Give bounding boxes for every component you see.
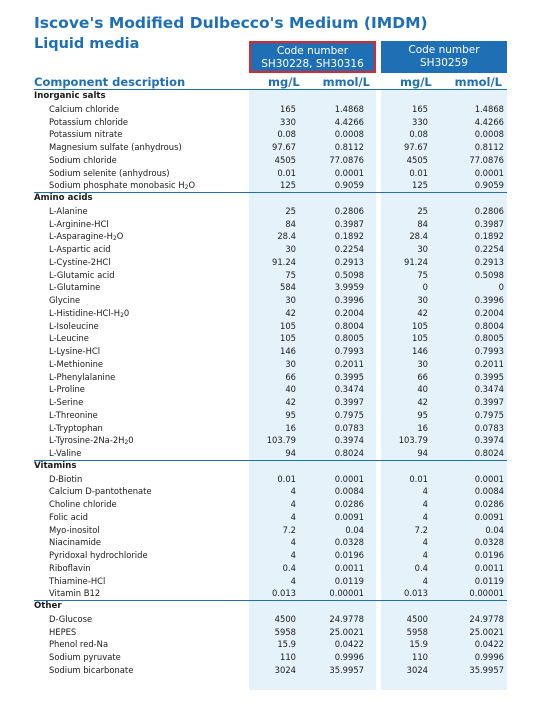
value-mgl: 0.01	[409, 473, 428, 484]
component-name: L-Proline	[49, 384, 85, 395]
component-name: L-Aspartic acid	[49, 244, 111, 254]
value-mmol: 0.04	[345, 524, 364, 535]
value-mmol: 0.3997	[334, 397, 364, 407]
value-mgl: 25	[285, 205, 296, 216]
section-header	[0, 600, 550, 613]
column-header-mgl: mg/L	[268, 75, 300, 89]
value-mgl: 4	[290, 499, 296, 509]
value-mgl: 125	[412, 180, 428, 191]
table-row	[0, 320, 550, 333]
value-mmol: 25.0021	[329, 626, 364, 637]
value-mgl: 40	[285, 384, 296, 395]
value-mmol: 24.9778	[469, 613, 504, 624]
component-name: Vitamin B12	[49, 588, 101, 599]
value-mmol: 25.0021	[469, 626, 504, 637]
code-header-value: SH30259	[420, 57, 468, 69]
value-mgl: 105	[280, 333, 296, 344]
value-mgl: 4	[290, 486, 296, 497]
value-mgl: 75	[285, 269, 296, 280]
component-name: Folic acid	[49, 511, 88, 522]
value-mgl: 95	[417, 409, 428, 420]
value-mmol: 1.4868	[474, 103, 504, 114]
code-header-value: SH30228, SH30316	[261, 58, 364, 70]
value-mmol: 0.0328	[474, 537, 504, 548]
table-row	[0, 307, 550, 320]
value-mgl: 4	[290, 550, 296, 560]
value-mgl: 16	[285, 422, 296, 433]
value-mgl: 5958	[274, 626, 296, 637]
value-mgl: 42	[285, 307, 296, 318]
value-mmol: 0.3474	[334, 384, 364, 395]
table-row	[0, 651, 550, 664]
value-mgl: 66	[285, 371, 296, 382]
component-name: D-Biotin	[49, 473, 83, 484]
component-name: $L-Asparagine-H_2O$	[49, 231, 124, 243]
value-mgl: 146	[280, 346, 296, 356]
component-name: L-Methionine	[49, 358, 104, 369]
value-mgl: 30	[417, 295, 428, 305]
value-mgl: 4	[422, 575, 428, 586]
table-row	[0, 269, 550, 282]
value-mgl: 7.2	[414, 524, 428, 535]
value-mgl: 330	[412, 116, 428, 127]
component-name: Potassium nitrate	[49, 129, 123, 140]
value-mmol: 0.2011	[334, 358, 364, 369]
value-mmol: 0.0196	[474, 550, 504, 560]
value-mmol: 0.0008	[334, 129, 364, 140]
value-mgl: 30	[285, 244, 296, 254]
component-name: L-Lysine-HCl	[49, 346, 101, 356]
value-mmol: 77.0876	[329, 154, 364, 165]
value-mmol: 0.1892	[334, 231, 364, 242]
value-mmol: 0.0422	[474, 639, 504, 650]
value-mgl: 105	[280, 320, 296, 331]
value-mmol: 0.3987	[334, 218, 364, 229]
table-row	[0, 638, 550, 651]
value-mmol: 0.2913	[334, 256, 364, 267]
value-mmol: 0.0001	[474, 167, 504, 178]
value-mgl: 94	[417, 448, 428, 458]
value-mgl: 0.08	[409, 129, 428, 140]
value-mmol: 0	[498, 282, 504, 293]
section-title: Amino acids	[34, 193, 93, 203]
section-title: Vitamins	[34, 460, 77, 471]
value-mgl: 4	[422, 499, 428, 509]
value-mmol: 0.7975	[474, 409, 504, 420]
value-mgl: 4	[422, 550, 428, 560]
value-mmol: 0.0422	[334, 639, 364, 650]
value-mgl: 15.9	[409, 639, 428, 650]
table-row	[0, 205, 550, 218]
table-row	[0, 524, 550, 537]
value-mgl: 4505	[406, 154, 428, 165]
column-header-mmol: mmol/L	[322, 75, 370, 89]
table-row	[0, 422, 550, 435]
component-name: Sodium selenite (anhydrous)	[49, 167, 170, 178]
value-mmol: 0.0001	[334, 167, 364, 178]
table-row	[0, 332, 550, 345]
component-name: L-Arginine-HCl	[49, 218, 109, 229]
value-mgl: 7.2	[282, 524, 296, 535]
table-row	[0, 409, 550, 422]
section-header	[0, 90, 550, 103]
table-row	[0, 664, 550, 677]
value-mgl: 42	[417, 397, 428, 407]
table-row	[0, 256, 550, 269]
value-mgl: 97.67	[404, 142, 428, 152]
value-mgl: 165	[280, 103, 296, 114]
table-row	[0, 498, 550, 511]
value-mmol: 0.2254	[474, 244, 504, 254]
value-mmol: 0.8024	[334, 448, 364, 458]
table-row	[0, 281, 550, 294]
component-name: $L-Histidine-HCl-H_20$	[49, 307, 130, 319]
value-mmol: 4.4266	[334, 116, 364, 127]
value-mmol: 0.0328	[334, 537, 364, 548]
value-mgl: 0.01	[409, 167, 428, 178]
value-mmol: 0.0286	[474, 499, 504, 509]
code-header	[381, 41, 507, 73]
component-name: Phenol red-Na	[49, 639, 109, 650]
component-name: L-Serine	[49, 397, 84, 407]
value-mgl: 30	[285, 358, 296, 369]
component-name: L-Valine	[49, 448, 82, 458]
value-mgl: 330	[280, 116, 296, 127]
code-header-label: Code number	[276, 45, 349, 57]
value-mmol: 0.5098	[474, 269, 504, 280]
value-mgl: 0.013	[272, 588, 296, 599]
value-mmol: 0.0001	[334, 473, 364, 484]
component-name: Potassium chloride	[49, 116, 129, 127]
table-row	[0, 396, 550, 409]
value-mmol: 0.9996	[334, 652, 364, 662]
value-mgl: 0.01	[277, 473, 296, 484]
value-mmol: 0.8004	[474, 320, 504, 331]
code-header-label: Code number	[408, 44, 480, 56]
value-mmol: 35.9957	[329, 664, 364, 675]
value-mmol: 0.2806	[334, 205, 364, 216]
component-name: Pyridoxal hydrochloride	[49, 550, 148, 560]
value-mgl: 42	[417, 307, 428, 318]
table-row	[0, 230, 550, 243]
value-mgl: 16	[417, 422, 428, 433]
value-mgl: 0.013	[404, 588, 428, 599]
value-mmol: 0.04	[485, 524, 504, 535]
column-header-mmol: mmol/L	[454, 75, 502, 89]
section-title: Inorganic salts	[34, 91, 106, 101]
component-name: Calcium D-pantothenate	[49, 486, 152, 497]
value-mmol: 0.3987	[474, 218, 504, 229]
component-name: $L-Tyrosine-2Na-2H_20$	[49, 435, 134, 447]
value-mmol: 0.0119	[474, 575, 504, 586]
value-mgl: 42	[285, 397, 296, 407]
value-mgl: 105	[412, 333, 428, 344]
value-mgl: 97.67	[272, 142, 296, 152]
table-row	[0, 243, 550, 256]
value-mgl: 165	[412, 103, 428, 114]
value-mmol: 0.0011	[474, 562, 504, 573]
value-mmol: 0.9996	[474, 652, 504, 662]
table-row	[0, 179, 550, 192]
section-divider	[34, 460, 507, 461]
value-mgl: 0.01	[277, 167, 296, 178]
value-mmol: 0.3996	[474, 295, 504, 305]
value-mmol: 0.3995	[474, 371, 504, 382]
component-name: Magnesium sulfate (anhydrous)	[49, 142, 182, 152]
value-mgl: 3024	[406, 664, 428, 675]
component-name: L-Alanine	[49, 205, 88, 216]
table-row	[0, 473, 550, 486]
value-mmol: 0.0001	[474, 473, 504, 484]
table-row	[0, 434, 550, 447]
value-mgl: 4500	[274, 613, 296, 624]
table-row	[0, 154, 550, 167]
component-name: L-Isoleucine	[49, 320, 99, 331]
value-mgl: 125	[280, 180, 296, 191]
table-row	[0, 116, 550, 129]
value-mmol: 0.2254	[334, 244, 364, 254]
component-name: L-Glutamine	[49, 282, 101, 293]
value-mgl: 95	[285, 409, 296, 420]
component-name: L-Tryptophan	[49, 422, 103, 433]
value-mgl: 0	[422, 282, 428, 293]
value-mmol: 0.7975	[334, 409, 364, 420]
value-mmol: 0.0011	[334, 562, 364, 573]
value-mgl: 84	[417, 218, 428, 229]
value-mgl: 0.08	[277, 129, 296, 140]
value-mgl: 103.79	[398, 435, 428, 446]
table-row	[0, 345, 550, 358]
value-mgl: 84	[285, 218, 296, 229]
value-mmol: 0.0084	[334, 486, 364, 497]
value-mgl: 146	[412, 346, 428, 356]
value-mmol: 0.9059	[334, 180, 364, 191]
value-mmol: 0.0091	[474, 511, 504, 522]
table-row	[0, 371, 550, 384]
component-name: L-Leucine	[49, 333, 89, 344]
value-mmol: 0.2004	[334, 307, 364, 318]
value-mgl: 584	[280, 282, 296, 293]
value-mgl: 25	[417, 205, 428, 216]
component-name: L-Cystine-2HCl	[49, 256, 111, 267]
value-mgl: 4	[422, 511, 428, 522]
value-mgl: 94	[285, 448, 296, 458]
value-mgl: 30	[417, 358, 428, 369]
value-mmol: 0.2806	[474, 205, 504, 216]
section-divider	[34, 192, 507, 193]
value-mgl: 110	[280, 652, 296, 662]
component-name: Sodium bicarbonate	[49, 664, 134, 675]
value-mmol: 0.00001	[469, 588, 504, 599]
table-row	[0, 626, 550, 639]
value-mgl: 75	[417, 269, 428, 280]
component-name: Choline chloride	[49, 499, 117, 509]
value-mmol: 0.0084	[474, 486, 504, 497]
value-mmol: 35.9957	[469, 664, 504, 675]
value-mmol: 0.2004	[474, 307, 504, 318]
value-mmol: 77.0876	[469, 154, 504, 165]
value-mmol: 0.3974	[474, 435, 504, 446]
value-mgl: 3024	[274, 664, 296, 675]
value-mgl: 4	[290, 537, 296, 548]
table-row	[0, 447, 550, 460]
component-name: Calcium chloride	[49, 103, 119, 114]
table-row	[0, 549, 550, 562]
value-mgl: 28.4	[277, 231, 296, 242]
value-mgl: 4	[290, 511, 296, 522]
value-mmol: 0.1892	[474, 231, 504, 242]
value-mgl: 5958	[406, 626, 428, 637]
component-name: L-Glutamic acid	[49, 269, 115, 280]
code-header-highlighted	[249, 41, 376, 73]
component-name: D-Glucose	[49, 613, 93, 624]
component-name: Sodium phosphate monobasic $H_2O$	[49, 180, 196, 192]
value-mgl: 28.4	[409, 231, 428, 242]
table-row	[0, 383, 550, 396]
page-subtitle: Liquid media	[34, 36, 140, 52]
value-mmol: 0.0196	[334, 550, 364, 560]
value-mmol: 0.3996	[334, 295, 364, 305]
value-mgl: 103.79	[266, 435, 296, 446]
table-row	[0, 294, 550, 307]
section-header	[0, 460, 550, 473]
composition-table	[0, 90, 550, 677]
section-divider	[34, 600, 507, 601]
component-name: Thiamine-HCl	[49, 575, 106, 586]
table-row	[0, 575, 550, 588]
table-row	[0, 218, 550, 231]
table-row	[0, 562, 550, 575]
value-mmol: 0.0119	[334, 575, 364, 586]
table-row	[0, 587, 550, 600]
value-mmol: 0.8004	[334, 320, 364, 331]
section-title: Other	[34, 601, 62, 611]
value-mmol: 0.7993	[474, 346, 504, 356]
value-mmol: 4.4266	[474, 116, 504, 127]
value-mmol: 0.0783	[474, 422, 504, 433]
value-mmol: 0.2913	[474, 256, 504, 267]
value-mgl: 40	[417, 384, 428, 395]
value-mmol: 0.3997	[474, 397, 504, 407]
section-header	[0, 192, 550, 205]
value-mgl: 66	[417, 371, 428, 382]
value-mgl: 0.4	[282, 562, 296, 573]
value-mmol: 0.7993	[334, 346, 364, 356]
value-mmol: 3.9959	[334, 282, 364, 293]
value-mmol: 0.9059	[474, 180, 504, 191]
value-mmol: 0.3474	[474, 384, 504, 395]
value-mgl: 91.24	[272, 256, 296, 267]
component-name: L-Phenylalanine	[49, 371, 116, 382]
value-mmol: 0.00001	[329, 588, 364, 599]
table-row	[0, 536, 550, 549]
value-mgl: 105	[412, 320, 428, 331]
table-row	[0, 167, 550, 180]
value-mmol: 0.2011	[474, 358, 504, 369]
value-mmol: 0.0783	[334, 422, 364, 433]
component-name: Sodium pyruvate	[49, 652, 121, 662]
value-mgl: 4	[422, 537, 428, 548]
component-name: Niacinamide	[49, 537, 102, 548]
value-mmol: 0.0008	[474, 129, 504, 140]
component-name: HEPES	[49, 626, 77, 637]
value-mmol: 0.8005	[334, 333, 364, 344]
table-row	[0, 128, 550, 141]
value-mgl: 110	[412, 652, 428, 662]
table-row	[0, 141, 550, 154]
value-mgl: 30	[285, 295, 296, 305]
column-header-component: Component description	[34, 75, 186, 89]
component-name: Riboflavin	[49, 562, 91, 573]
value-mmol: 0.8112	[474, 142, 504, 152]
table-row	[0, 358, 550, 371]
value-mmol: 0.5098	[334, 269, 364, 280]
value-mgl: 4505	[274, 154, 296, 165]
value-mgl: 91.24	[404, 256, 428, 267]
component-name: Myo-inositol	[49, 524, 100, 535]
component-name: L-Threonine	[49, 409, 98, 420]
component-name: Glycine	[49, 295, 81, 305]
value-mgl: 4500	[406, 613, 428, 624]
table-row	[0, 511, 550, 524]
value-mgl: 0.4	[414, 562, 428, 573]
value-mmol: 1.4868	[334, 103, 364, 114]
table-row	[0, 485, 550, 498]
value-mmol: 0.0091	[334, 511, 364, 522]
value-mmol: 0.8112	[334, 142, 364, 152]
table-row	[0, 103, 550, 116]
value-mmol: 0.8024	[474, 448, 504, 458]
value-mmol: 24.9778	[329, 613, 364, 624]
page-title: Iscove's Modified Dulbecco's Medium (IMDM)	[34, 14, 428, 32]
component-name: Sodium chloride	[49, 154, 117, 165]
value-mgl: 4	[422, 486, 428, 497]
value-mgl: 30	[417, 244, 428, 254]
value-mmol: 0.0286	[334, 499, 364, 509]
column-header-mgl: mg/L	[400, 75, 432, 89]
value-mgl: 4	[290, 575, 296, 586]
value-mmol: 0.3995	[334, 371, 364, 382]
value-mgl: 15.9	[277, 639, 296, 650]
table-row	[0, 613, 550, 626]
value-mmol: 0.8005	[474, 333, 504, 344]
value-mmol: 0.3974	[334, 435, 364, 446]
